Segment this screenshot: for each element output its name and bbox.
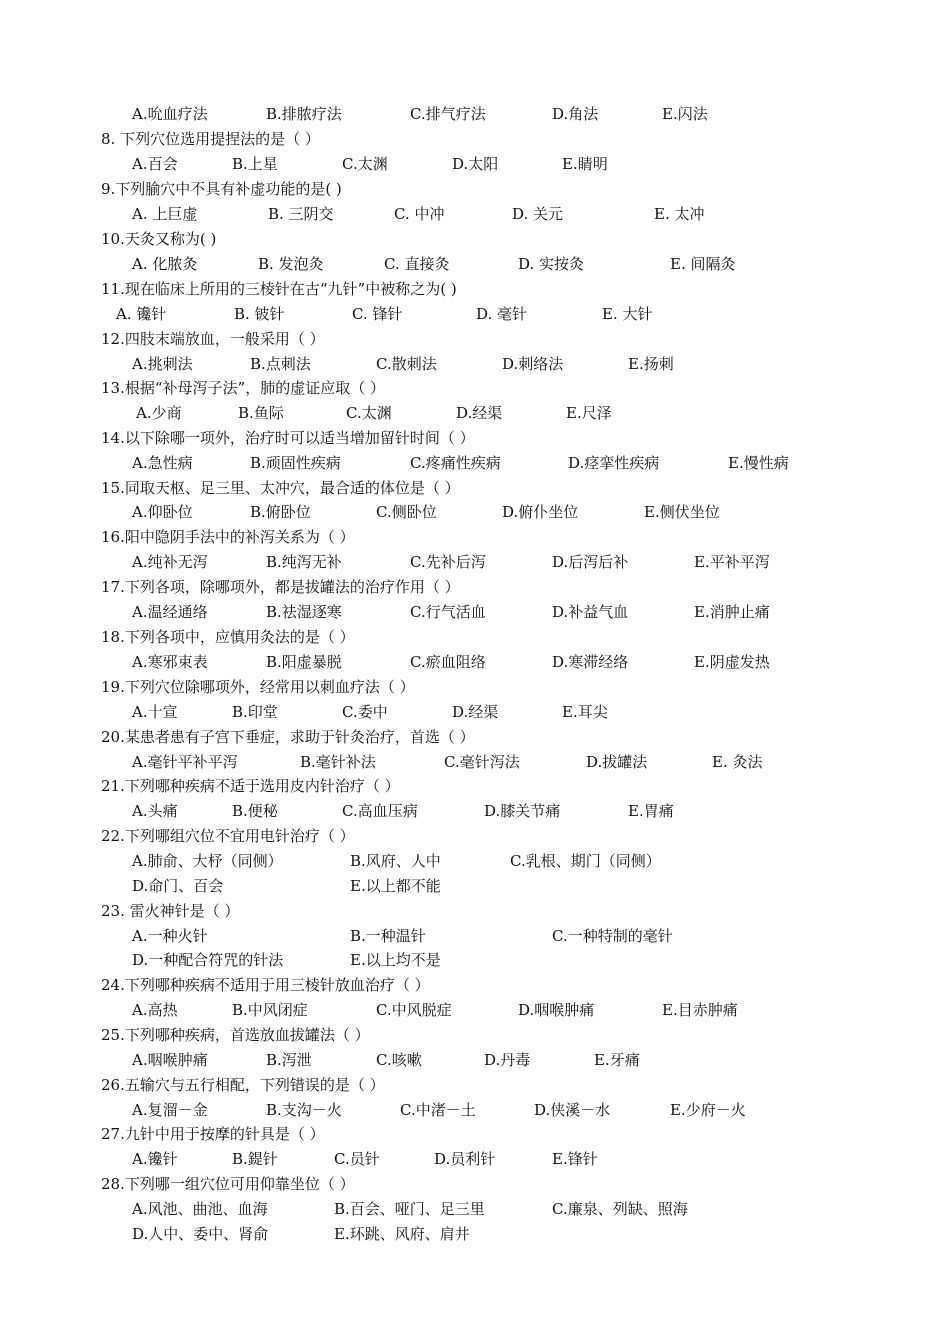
question-text: 25.下列哪种疾病，首选放血拔罐法（ ）: [101, 1026, 370, 1044]
answer-option: D.太阳: [452, 155, 499, 173]
question-text: 9.下列腧穴中不具有补虚功能的是( ): [101, 180, 342, 198]
answer-option: B.祛湿逐寒: [266, 603, 342, 621]
answer-option: D.拔罐法: [586, 753, 648, 771]
answer-option: A.寒邪束表: [132, 653, 208, 671]
answer-option: A.高热: [132, 1001, 178, 1019]
answer-option: E. 间隔灸: [670, 255, 736, 273]
question-text: 12.四肢末端放血，一般采用（ ）: [101, 330, 325, 348]
answer-option: C.瘀血阻络: [410, 653, 486, 671]
answer-option: A.十宣: [132, 703, 178, 721]
answer-option: A.百会: [132, 155, 178, 173]
answer-option: C.排气疗法: [410, 105, 486, 123]
answer-option: A.毫针平补平泻: [132, 753, 238, 771]
answer-option: A.温经通络: [132, 603, 208, 621]
answer-option: B.毫针补法: [300, 753, 376, 771]
answer-option: D.刺络法: [502, 355, 564, 373]
answer-option: E.阴虚发热: [694, 653, 770, 671]
question-text: 22.下列哪组穴位不宜用电针治疗（ ）: [101, 827, 355, 845]
answer-option: B.排脓疗法: [266, 105, 342, 123]
answer-option: E.少府－火: [670, 1101, 746, 1119]
answer-option: D. 毫针: [476, 305, 528, 323]
question-text: 17.下列各项，除哪项外，都是拔罐法的治疗作用（ ）: [101, 578, 460, 596]
answer-option: A.一种火针: [132, 927, 208, 945]
answer-option: E. 太冲: [654, 205, 705, 223]
question-text: 13.根据“补母泻子法”，肺的虚证应取（ ）: [101, 379, 385, 397]
question-text: 26.五输穴与五行相配，下列错误的是（ ）: [101, 1076, 385, 1094]
answer-option: C.咳嗽: [376, 1051, 422, 1069]
answer-option: B.阳虚暴脱: [266, 653, 342, 671]
answer-option: A.仰卧位: [132, 503, 193, 521]
answer-option: B.鍉针: [232, 1150, 278, 1168]
answer-option: E.尺泽: [566, 404, 612, 422]
answer-option: B.纯泻无补: [266, 553, 342, 571]
answer-option: A. 镵针: [116, 305, 167, 323]
answer-option: A.复溜－金: [132, 1101, 208, 1119]
answer-option: A.少商: [136, 404, 182, 422]
answer-option: D.人中、委中、肾俞: [132, 1225, 269, 1243]
answer-option: A. 上巨虚: [132, 205, 198, 223]
answer-option: C.高血压病: [342, 802, 418, 820]
answer-option: C.毫针泻法: [444, 753, 520, 771]
answer-option: A.挑刺法: [132, 355, 193, 373]
answer-option: B.一种温针: [350, 927, 426, 945]
answer-option: E.闪法: [662, 105, 708, 123]
answer-option: C. 锋针: [352, 305, 403, 323]
question-text: 23. 雷火神针是（ ）: [101, 902, 240, 920]
answer-option: A.风池、曲池、血海: [132, 1200, 268, 1218]
answer-option: B.泻泄: [266, 1051, 312, 1069]
answer-option: D.一种配合符咒的针法: [132, 951, 284, 969]
answer-option: D.侠溪－水: [534, 1101, 611, 1119]
answer-option: E.环跳、风府、肩井: [334, 1225, 470, 1243]
answer-option: B. 铍针: [234, 305, 285, 323]
answer-option: B.风府、人中: [350, 852, 441, 870]
answer-option: D. 实按灸: [518, 255, 585, 273]
question-text: 21.下列哪种疾病不适于选用皮内针治疗（ ）: [101, 777, 400, 795]
question-text: 27.九针中用于按摩的针具是（ ）: [101, 1125, 325, 1143]
answer-option: B.俯卧位: [250, 503, 311, 521]
answer-option: E.耳尖: [562, 703, 608, 721]
answer-option: C.乳根、期门（同侧）: [510, 852, 661, 870]
answer-option: C.中风脱症: [376, 1001, 452, 1019]
answer-option: E.锋针: [552, 1150, 598, 1168]
answer-option: C.一种特制的毫针: [552, 927, 673, 945]
answer-option: C.廉泉、列缺、照海: [552, 1200, 688, 1218]
answer-option: B. 发泡灸: [258, 255, 324, 273]
answer-option: B.点刺法: [250, 355, 311, 373]
answer-option: B.顽固性疾病: [250, 454, 341, 472]
question-text: 15.同取天枢、足三里、太冲穴，最合适的体位是（ ）: [101, 479, 460, 497]
answer-option: C.疼痛性疾病: [410, 454, 501, 472]
answer-option: E.消肿止痛: [694, 603, 770, 621]
answer-option: C. 直接灸: [384, 255, 450, 273]
answer-option: A.镵针: [132, 1150, 178, 1168]
answer-option: C.先补后泻: [410, 553, 486, 571]
answer-option: B.支沟－火: [266, 1101, 342, 1119]
answer-option: E.侧伏坐位: [644, 503, 720, 521]
answer-option: D.经渠: [456, 404, 503, 422]
answer-option: E.扬刺: [628, 355, 674, 373]
answer-option: D.角法: [552, 105, 599, 123]
answer-option: E.牙痛: [594, 1051, 640, 1069]
answer-option: C.太渊: [342, 155, 388, 173]
question-text: 28.下列哪一组穴位可用仰靠坐位（ ）: [101, 1175, 355, 1193]
answer-option: A.头痛: [132, 802, 178, 820]
question-text: 11.现在临床上所用的三棱针在古“九针”中被称之为( ): [101, 280, 457, 298]
answer-option: E.睛明: [562, 155, 608, 173]
answer-option: C.侧卧位: [376, 503, 437, 521]
answer-option: E.以上都不能: [350, 877, 441, 895]
answer-option: D.经渠: [452, 703, 499, 721]
question-text: 18.下列各项中，应慎用灸法的是（ ）: [101, 628, 355, 646]
answer-option: D.命门、百会: [132, 877, 224, 895]
answer-option: C.行气活血: [410, 603, 486, 621]
question-text: 20.某患者患有子宫下垂症，求助于针灸治疗，首选（ ）: [101, 728, 475, 746]
answer-option: C.委中: [342, 703, 388, 721]
answer-option: C.中渚－土: [400, 1101, 476, 1119]
answer-option: D.补益气血: [552, 603, 629, 621]
question-text: 10.天灸又称为( ): [101, 230, 217, 248]
answer-option: E. 灸法: [712, 753, 763, 771]
answer-option: C. 中冲: [394, 205, 445, 223]
question-text: 24.下列哪种疾病不适用于用三棱针放血治疗（ ）: [101, 976, 430, 994]
answer-option: D.后泻后补: [552, 553, 629, 571]
answer-option: E.平补平泻: [694, 553, 770, 571]
answer-option: A.急性病: [132, 454, 193, 472]
answer-option: E. 大针: [602, 305, 653, 323]
answer-option: B.中风闭症: [232, 1001, 308, 1019]
question-text: 16.阳中隐阴手法中的补泻关系为（ ）: [101, 528, 355, 546]
answer-option: B.上星: [232, 155, 278, 173]
answer-option: D.员利针: [434, 1150, 496, 1168]
answer-option: D.俯仆坐位: [502, 503, 579, 521]
answer-option: B.鱼际: [238, 404, 284, 422]
answer-option: C.员针: [334, 1150, 380, 1168]
answer-option: C.太渊: [346, 404, 392, 422]
answer-option: D.寒滞经络: [552, 653, 629, 671]
answer-option: B.便秘: [232, 802, 278, 820]
answer-option: B.百会、哑门、足三里: [334, 1200, 485, 1218]
question-text: 14.以下除哪一项外，治疗时可以适当增加留针时间（ ）: [101, 429, 475, 447]
answer-option: C.散刺法: [376, 355, 437, 373]
answer-option: E.慢性病: [728, 454, 789, 472]
answer-option: D.膝关节痛: [484, 802, 561, 820]
answer-option: A. 化脓灸: [132, 255, 198, 273]
answer-option: D. 关元: [512, 205, 564, 223]
question-text: 8. 下列穴位选用提捏法的是（ ）: [101, 130, 320, 148]
answer-option: E.以上均不是: [350, 951, 441, 969]
answer-option: D.咽喉肿痛: [518, 1001, 595, 1019]
answer-option: A.咽喉肿痛: [132, 1051, 208, 1069]
answer-option: A.纯补无泻: [132, 553, 208, 571]
answer-option: B.印堂: [232, 703, 278, 721]
answer-option: D.丹毒: [484, 1051, 531, 1069]
answer-option: E.目赤肿痛: [662, 1001, 738, 1019]
answer-option: A.肺俞、大杼（同侧）: [132, 852, 283, 870]
answer-option: A.吮血疗法: [132, 105, 208, 123]
answer-option: B. 三阴交: [268, 205, 334, 223]
answer-option: D.痉挛性疾病: [568, 454, 660, 472]
question-text: 19.下列穴位除哪项外，经常用以刺血疗法（ ）: [101, 678, 415, 696]
answer-option: E.胃痛: [628, 802, 674, 820]
